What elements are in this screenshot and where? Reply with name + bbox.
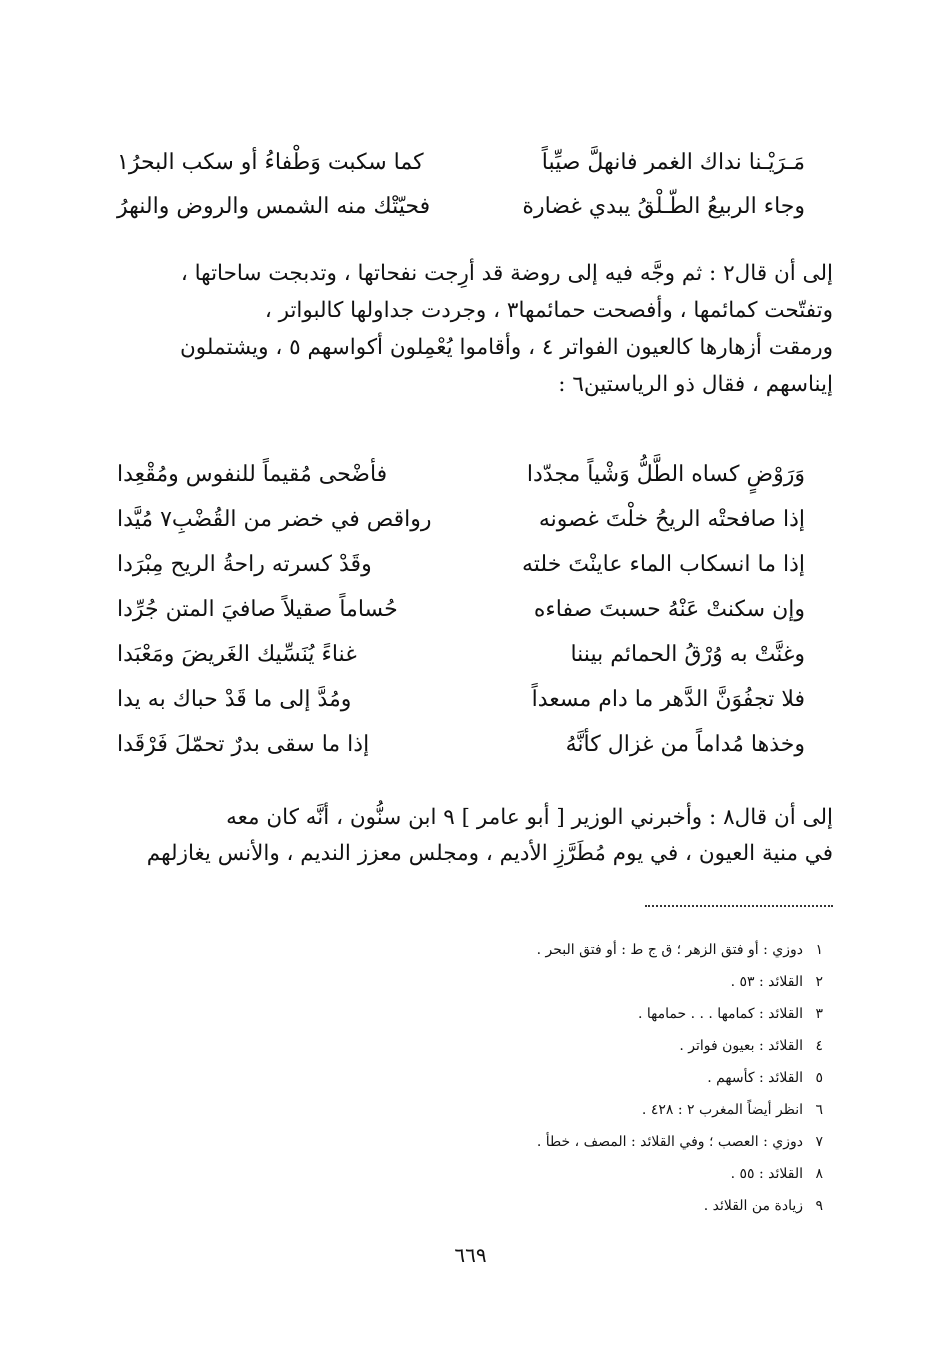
verse-second-hemistich: ومُدَّ إلى ما قَدْ حباك به يدا	[117, 687, 352, 712]
verse-line	[117, 687, 805, 732]
verse-second-hemistich: غناءً يُنَسِّيك الغَريضَ ومَعْبَدا	[117, 642, 357, 667]
footnote-number: ١	[815, 942, 823, 958]
verse-second-hemistich: كما سكبت وَطْفاءُ أو سكب البحرُ١	[117, 150, 424, 175]
footnote-number: ٤	[815, 1038, 823, 1054]
footnote-text: القلائد : ٥٣ .	[730, 974, 803, 990]
footnote-text: انظر أيضاً المغرب ٢ : ٤٢٨ .	[641, 1102, 803, 1118]
footnote-text: زيادة من القلائد .	[703, 1198, 803, 1214]
footnote-text: القلائد : كمامها . . . حمامها .	[638, 1006, 803, 1022]
verse-line	[117, 150, 805, 194]
verse-first-hemistich: إذا صافحتْه الريحُ خلْتَ غصونه	[538, 507, 805, 532]
verse-first-hemistich: وغنَّتْ به وُرْقُ الحمائم بيننا	[570, 642, 805, 667]
footnote-number: ٧	[815, 1134, 823, 1150]
verse-first-hemistich: فلا تجفُوَنَّ الدَّهر ما دام مسعداً	[531, 687, 805, 712]
verse-first-hemistich: مَـرَيْـنا نداك الغمر فانهلَّ صيِّباً	[541, 150, 805, 175]
prose-line: إلى أن قال٨ : وأخبرني الوزير [ أبو عامر ] ٩ ابن سنُّون ، أنَّه كان معه	[226, 805, 833, 830]
footnote-item	[263, 998, 823, 1030]
verse-second-hemistich: فحيّتْك منه الشمس والروض والنهرُ	[117, 194, 431, 219]
prose-line: إلى أن قال٢ : ثم وجَّه فيه إلى روضة قد أرِجت نفحاتها ، وتدبجت ساحاتها ،	[180, 261, 833, 286]
verse-second-hemistich: إذا ما سقى بدرٌ تحمّلَ فَرْقَدا	[117, 732, 370, 757]
footnote-number: ٩	[815, 1198, 823, 1214]
footnote-text: القلائد : ٥٥ .	[730, 1166, 803, 1182]
footnote-item	[263, 1030, 823, 1062]
verse-line	[117, 597, 805, 642]
verse-first-hemistich: وجاء الربيعُ الطّـلْقُ يبدي غضارة	[522, 194, 805, 219]
footnote-number: ٣	[815, 1006, 823, 1022]
verse-first-hemistich: وَرَوْضٍ كساه الطَّلُّ وَشْياً مجدّدا	[526, 462, 805, 487]
footnote-text: دوزي : العصب ؛ وفي القلائد : المصف ، خطأ .	[536, 1134, 803, 1150]
prose-line: ورمقت أزهارها كالعيون الفواتر ٤ ، وأقاموا يُعْمِلون أكواسهم ٥ ، ويشتملون	[180, 335, 833, 360]
verse-line	[117, 462, 805, 507]
footnote-item	[263, 1190, 823, 1222]
prose-paragraph-garden	[133, 255, 833, 403]
footnote-item	[263, 1094, 823, 1126]
poem-verses-garden	[117, 462, 805, 777]
footnote-item	[263, 966, 823, 998]
prose-line: إيناسهم ، فقال ذو الرياستين٦ :	[558, 372, 833, 397]
footnote-item	[263, 1126, 823, 1158]
prose-paragraph-report	[133, 800, 833, 872]
verse-line	[117, 732, 805, 777]
footnote-number: ٨	[815, 1166, 823, 1182]
footnote-text: القلائد : بعيون فواتر .	[679, 1038, 803, 1054]
footnote-number: ٢	[815, 974, 823, 990]
poem-verses-opening	[117, 150, 805, 238]
prose-line: في منية العيون ، في يوم مُطَرَّزِ الأديم ، ومجلس معزز النديم ، والأنس يغازلهم	[146, 841, 833, 866]
verse-first-hemistich: إذا ما انسكاب الماء عاينْتَ خلته	[522, 552, 805, 577]
verse-first-hemistich: وإن سكنتْ عَنْهُ حسبتَ صفاءه	[533, 597, 805, 622]
verse-line	[117, 194, 805, 238]
verse-line	[117, 642, 805, 687]
footnote-text: دوزي : أو فتق الزهر ؛ ق ج ط : أو فتق البحر .	[536, 942, 803, 958]
verse-first-hemistich: وخذها مُداماً من غزال كأنَّهُ	[565, 732, 805, 757]
verse-line	[117, 552, 805, 597]
footnote-divider	[645, 905, 833, 907]
footnote-item	[263, 1158, 823, 1190]
verse-second-hemistich: رواقص في خضر من القُضْبِ٧ مُيَّدا	[117, 507, 432, 532]
verse-second-hemistich: فأضْحى مُقيماً للنفوس ومُقْعِدا	[117, 462, 388, 487]
footnotes-list	[263, 934, 823, 1222]
footnote-item	[263, 934, 823, 966]
page-number: ٦٦٩	[454, 1243, 487, 1267]
prose-line: وتفتّحت كمائمها ، وأفصحت حمائمها٣ ، وجردت جداولها كالبواتر ،	[264, 298, 833, 323]
footnote-number: ٦	[815, 1102, 823, 1118]
verse-second-hemistich: حُساماً صقيلاً صافيَ المتن جُرِّدا	[117, 597, 398, 622]
footnote-text: القلائد : كأسهم .	[707, 1070, 803, 1086]
footnote-number: ٥	[815, 1070, 823, 1086]
verse-line	[117, 507, 805, 552]
verse-second-hemistich: وقَدْ كسرته راحةُ الريح مِبْرَدا	[117, 552, 372, 577]
footnote-item	[263, 1062, 823, 1094]
